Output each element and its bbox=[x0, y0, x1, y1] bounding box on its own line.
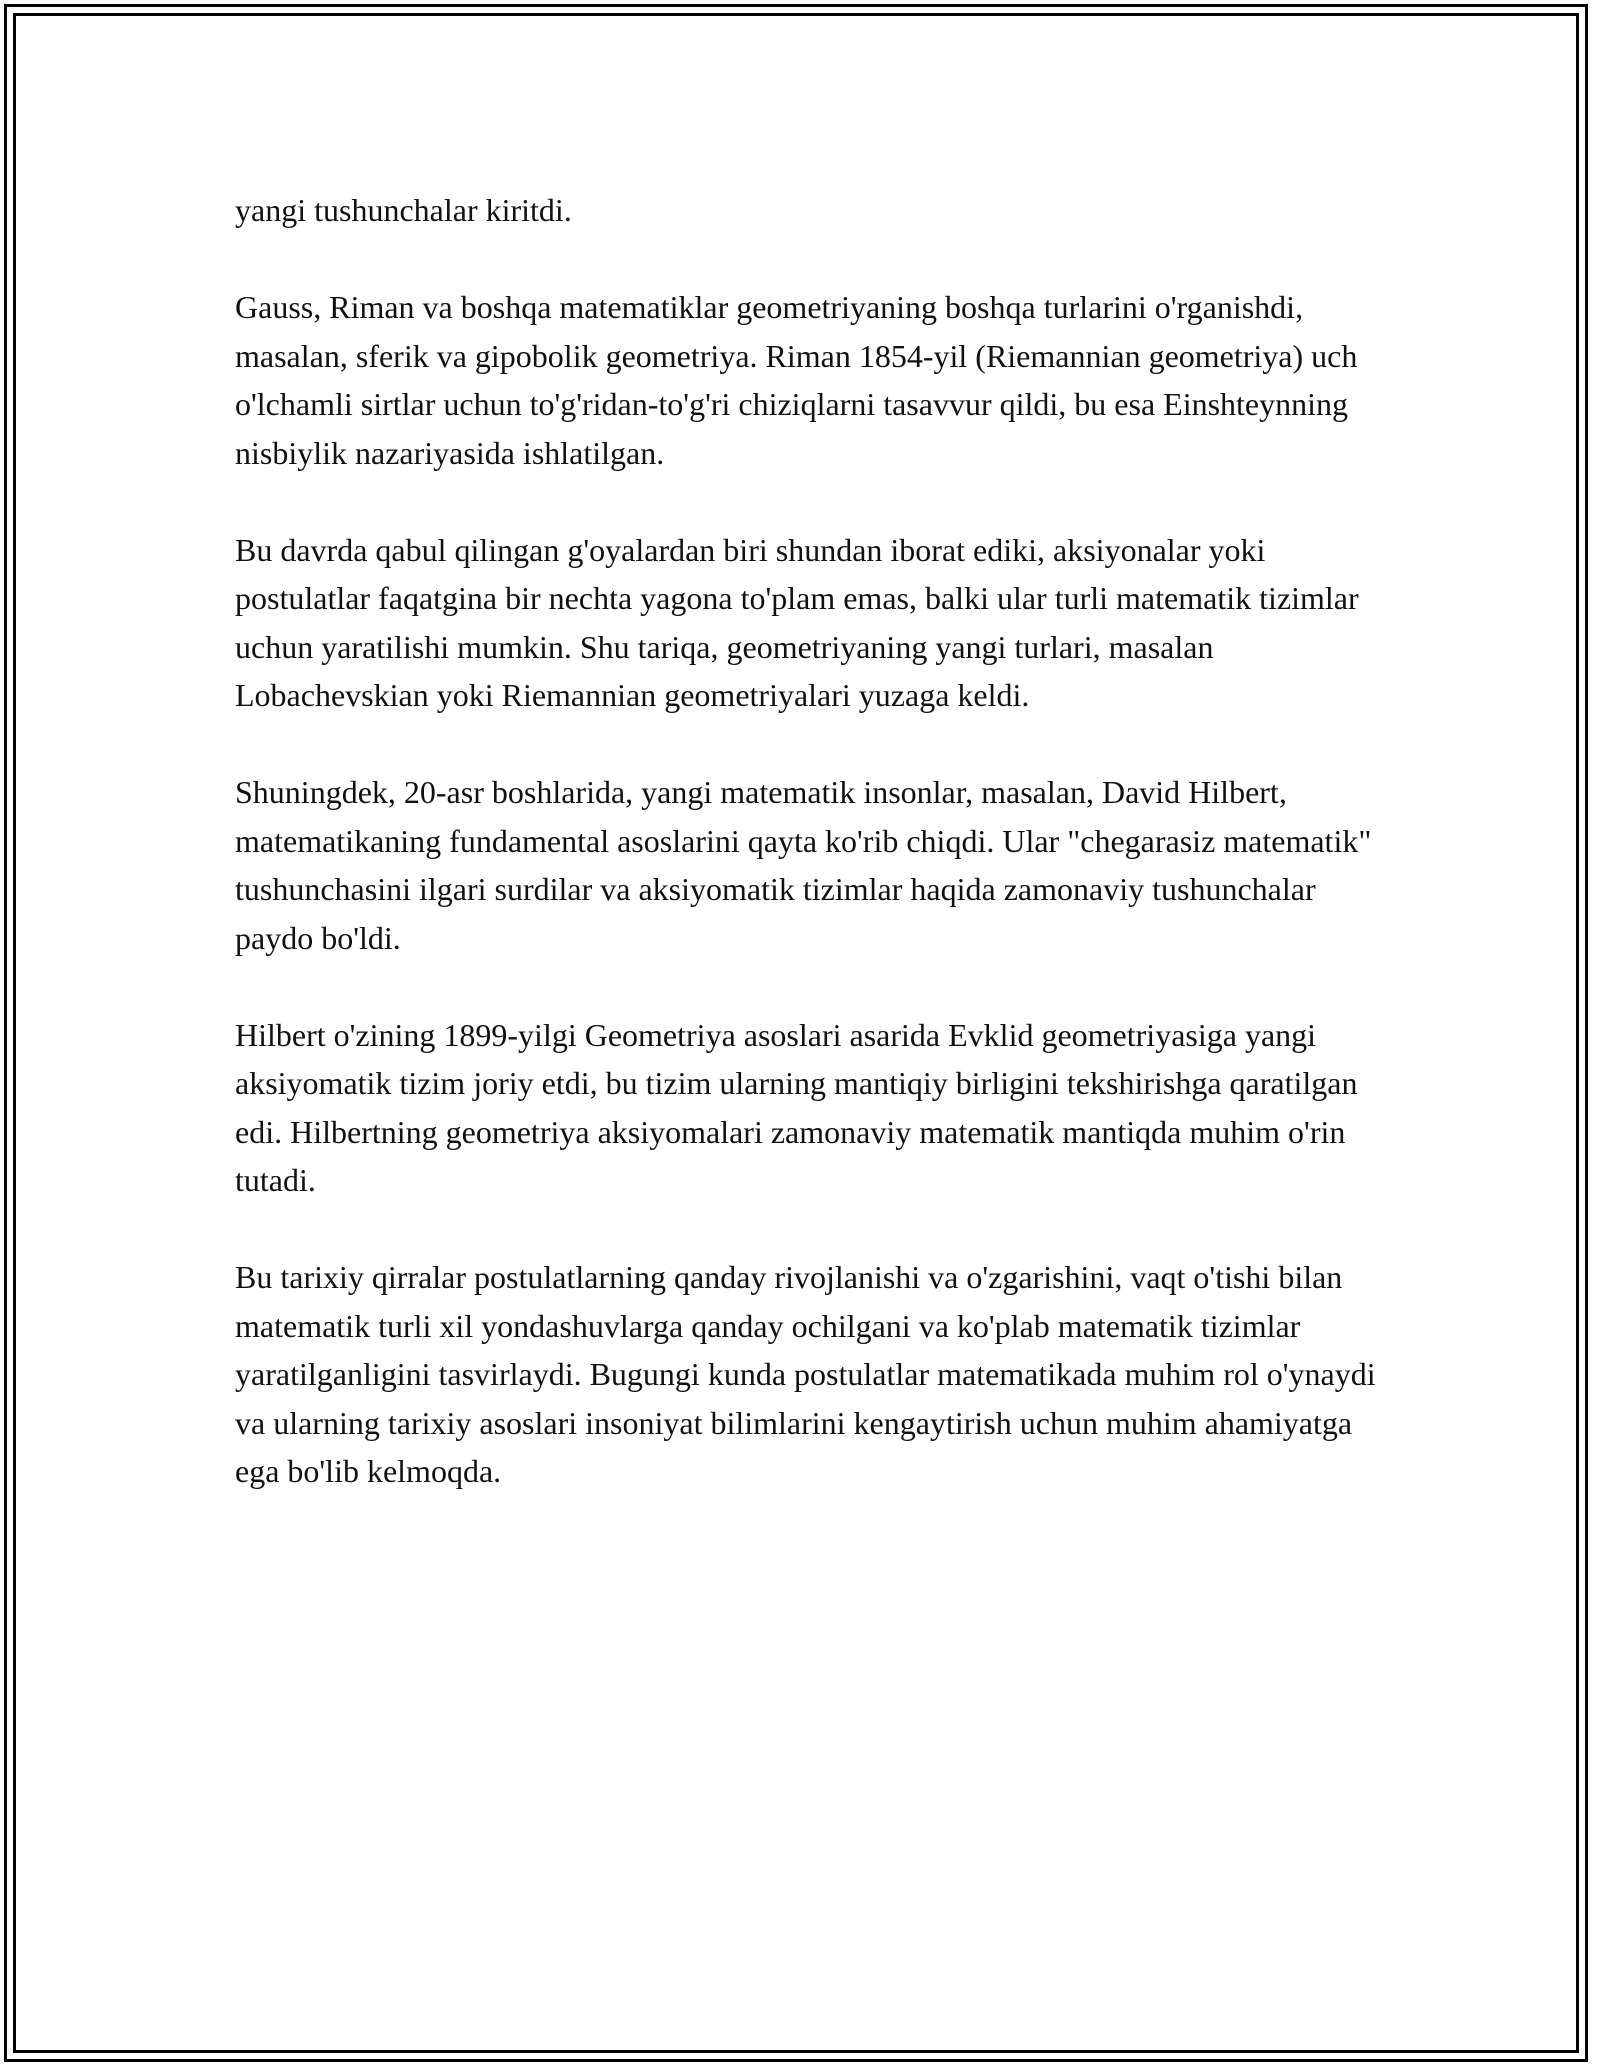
document-body bbox=[235, 186, 1385, 1544]
paragraph-2: Gauss, Riman va boshqa matematiklar geometriyaning boshqa turlarini o'rganishdi, masalan, sferik va gipobolik geometriya. Riman 1854-yil (Riemannian geometriya) uch o'lchamli sirtlar uchun to'g'ridan-to'g'ri chiziqlarni tasavvur qildi, bu esa Einshteynning nisbiylik nazariyasida ishlatilgan. bbox=[235, 289, 1358, 471]
paragraph-4: Shuningdek, 20-asr boshlarida, yangi matematik insonlar, masalan, David Hilbert, matematikaning fundamental asoslarini qayta ko'rib chiqdi. Ular "chegarasiz matematik" tushunchasini ilgari surdilar va aksiyomatik tizimlar haqida zamonaviy tushunchalar paydo bo'ldi. bbox=[235, 774, 1372, 956]
paragraph-5: Hilbert o'zining 1899-yilgi Geometriya asoslari asarida Evklid geometriyasiga yangi aksiyomatik tizim joriy etdi, bu tizim ularning mantiqiy birligini tekshirishga qaratilgan edi. Hilbertning geometriya aksiyomalari zamonaviy matematik mantiqda muhim o'rin tutadi. bbox=[235, 1016, 1358, 1198]
paragraph-6: Bu tarixiy qirralar postulatlarning qanday rivojlanishi va o'zgarishini, vaqt o'tishi bilan matematik turli xil yondashuvlarga qanday ochilgani va ko'plab matematik tizimlar yaratilganligini tasvirlaydi. Bugungi kunda postulatlar matematikada muhim rol o'ynaydi va ularning tarixiy asoslari insoniyat bilimlarini kengaytirish uchun muhim ahamiyatga ega bo'lib kelmoqda. bbox=[235, 1259, 1376, 1489]
paragraph-1: yangi tushunchalar kiritdi. bbox=[235, 192, 572, 228]
paragraph-3: Bu davrda qabul qilingan g'oyalardan biri shundan iborat ediki, aksiyonalar yoki postulatlar faqatgina bir nechta yagona to'plam emas, balki ular turli matematik tizimlar uchun yaratilishi mumkin. Shu tariqa, geometriyaning yangi turlari, masalan Lobachevskian yoki Riemannian geometriyalari yuzaga keldi. bbox=[235, 531, 1359, 713]
